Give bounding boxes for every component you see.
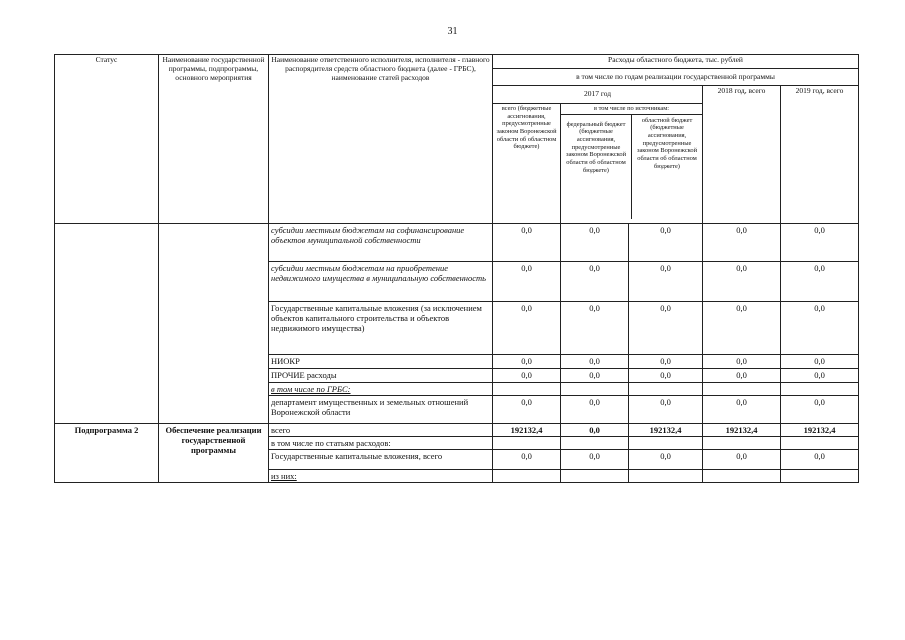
value-2018: 0,0 xyxy=(703,224,781,262)
header-year-2017: 2017 год xyxy=(493,86,703,104)
program-cell xyxy=(159,224,269,424)
value-regional: 0,0 xyxy=(629,224,703,262)
row-label: НИОКР xyxy=(269,355,493,369)
row-label: Государственные капитальные вложения (за исключением объектов капитального строительства и объектов недвижимого имущества) xyxy=(269,302,493,355)
header-year-2018: 2018 год, всего xyxy=(703,86,781,224)
value-2019 xyxy=(781,383,859,396)
header-federal: федеральный бюджет (бюджетные ассигнования, предусмотренные законом Воронежской области об областном бюджете) xyxy=(561,115,632,219)
value-regional: 0,0 xyxy=(629,396,703,424)
value-regional: 0,0 xyxy=(629,302,703,355)
value-2019: 0,0 xyxy=(781,396,859,424)
page-number: 31 xyxy=(447,26,458,37)
value-2018: 0,0 xyxy=(703,355,781,369)
budget-table xyxy=(54,54,859,483)
value-2019: 0,0 xyxy=(781,302,859,355)
value-federal: 0,0 xyxy=(561,224,629,262)
value-2018: 0,0 xyxy=(703,302,781,355)
value-federal: 0,0 xyxy=(561,355,629,369)
value-2019: 192132,4 xyxy=(781,424,859,437)
row-label: в том числе по ГРБС: xyxy=(269,383,493,396)
row-label: департамент имущественных и земельных отношений Воронежской области xyxy=(269,396,493,424)
value-regional: 0,0 xyxy=(629,450,703,470)
value-total xyxy=(493,383,561,396)
header-by-sources: в том числе по источникам: xyxy=(561,104,702,115)
value-total: 0,0 xyxy=(493,396,561,424)
value-total: 0,0 xyxy=(493,355,561,369)
value-2018: 0,0 xyxy=(703,369,781,383)
value-regional xyxy=(629,383,703,396)
row-label: Государственные капитальные вложения, всего xyxy=(269,450,493,470)
value-federal: 0,0 xyxy=(561,262,629,302)
value-regional xyxy=(629,437,703,450)
header-expenses: Расходы областного бюджета, тыс. рублей xyxy=(493,55,859,69)
value-federal: 0,0 xyxy=(561,302,629,355)
value-2019: 0,0 xyxy=(781,369,859,383)
subprogram-status: Подпрограмма 2 xyxy=(55,424,159,483)
header-status: Статус xyxy=(55,55,159,224)
value-2019 xyxy=(781,437,859,450)
header-sources xyxy=(561,104,703,224)
status-cell xyxy=(55,224,159,424)
value-federal: 0,0 xyxy=(561,424,629,437)
value-federal: 0,0 xyxy=(561,450,629,470)
value-regional: 0,0 xyxy=(629,355,703,369)
value-total: 0,0 xyxy=(493,450,561,470)
value-regional: 0,0 xyxy=(629,262,703,302)
value-total xyxy=(493,437,561,450)
value-2018: 192132,4 xyxy=(703,424,781,437)
value-total: 192132,4 xyxy=(493,424,561,437)
header-program-name: Наименование государственной программы, подпрограммы, основного мероприятия xyxy=(159,55,269,224)
subprogram-name: Обеспечение реализации государственной программы xyxy=(159,424,269,483)
value-2018: 0,0 xyxy=(703,450,781,470)
header-executor: Наименование ответственного исполнителя, исполнителя - главного распорядителя средств областного бюджета (далее - ГРБС), наименование статей расходов xyxy=(269,55,493,224)
value-total: 0,0 xyxy=(493,302,561,355)
value-federal: 0,0 xyxy=(561,369,629,383)
value-2019: 0,0 xyxy=(781,224,859,262)
row-label: субсидии местным бюджетам на софинансирование объектов муниципальной собственности xyxy=(269,224,493,262)
row-label: в том числе по статьям расходов: xyxy=(269,437,493,450)
value-2019: 0,0 xyxy=(781,262,859,302)
row-label: из них: xyxy=(269,470,493,483)
value-regional: 0,0 xyxy=(629,369,703,383)
value-2018 xyxy=(703,383,781,396)
value-regional: 192132,4 xyxy=(629,424,703,437)
header-year-2019: 2019 год, всего xyxy=(781,86,859,224)
value-2018 xyxy=(703,437,781,450)
row-label: всего xyxy=(269,424,493,437)
header-total: всего (бюджетные ассигнования, предусмотренные законом Воронежской области об областном бюджете) xyxy=(493,104,561,224)
value-total: 0,0 xyxy=(493,369,561,383)
value-2019: 0,0 xyxy=(781,450,859,470)
value-total: 0,0 xyxy=(493,262,561,302)
value-2019 xyxy=(781,470,859,483)
header-by-years: в том числе по годам реализации государственной программы xyxy=(493,69,859,86)
value-2018: 0,0 xyxy=(703,396,781,424)
table-row xyxy=(55,224,859,262)
table-row xyxy=(55,424,859,437)
value-2019: 0,0 xyxy=(781,355,859,369)
header-regional: областной бюджет (бюджетные ассигнования, предусмотренные законом Воронежской области об областном бюджете) xyxy=(636,116,698,170)
value-federal: 0,0 xyxy=(561,396,629,424)
value-regional xyxy=(629,470,703,483)
value-2018 xyxy=(703,470,781,483)
row-label: субсидии местным бюджетам на приобретение недвижимого имущества в муниципальную собственность xyxy=(269,262,493,302)
value-total xyxy=(493,470,561,483)
value-2018: 0,0 xyxy=(703,262,781,302)
value-federal xyxy=(561,383,629,396)
value-federal xyxy=(561,437,629,450)
value-federal xyxy=(561,470,629,483)
value-total: 0,0 xyxy=(493,224,561,262)
row-label: ПРОЧИЕ расходы xyxy=(269,369,493,383)
